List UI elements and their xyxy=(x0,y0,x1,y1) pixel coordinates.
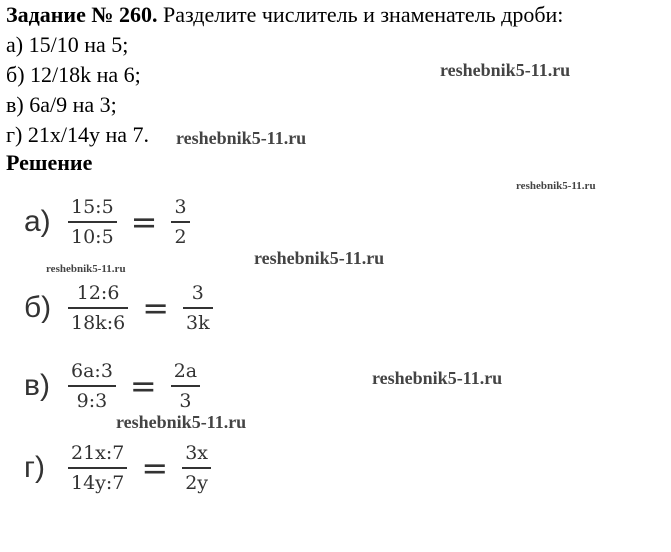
row-letter: в) xyxy=(24,369,50,402)
fraction-original xyxy=(68,282,128,334)
numerator: 3x xyxy=(185,442,209,464)
denominator: 14y:7 xyxy=(71,472,125,494)
numerator: 3 xyxy=(174,196,187,218)
numerator: 15:5 xyxy=(71,196,114,218)
row-letter: г) xyxy=(24,451,45,484)
equals-sign: = xyxy=(130,203,158,241)
solution-row-a xyxy=(24,196,190,248)
task-item-c: в) 6a/9 на 3; xyxy=(6,92,117,117)
solution-row-b xyxy=(24,282,213,334)
equals-sign: = xyxy=(142,289,169,327)
watermark: reshebnik5-11.ru xyxy=(46,263,126,275)
task-item-a: а) 15/10 на 5; xyxy=(6,32,129,57)
watermark: reshebnik5-11.ru xyxy=(254,248,385,268)
fraction-result xyxy=(171,196,189,248)
watermark: reshebnik5-11.ru xyxy=(176,128,307,148)
task-item-d: г) 21x/14y на 7. xyxy=(6,122,149,147)
denominator: 2 xyxy=(174,226,187,248)
row-letter: б) xyxy=(24,291,52,324)
watermark: reshebnik5-11.ru xyxy=(516,180,596,192)
numerator: 6a:3 xyxy=(71,360,113,382)
equals-sign: = xyxy=(129,367,157,405)
row-letter: а) xyxy=(24,205,51,238)
denominator: 3k xyxy=(186,312,210,334)
denominator: 18k:6 xyxy=(71,312,126,334)
watermark: reshebnik5-11.ru xyxy=(440,60,571,80)
watermark: reshebnik5-11.ru xyxy=(116,412,247,432)
task-number: Задание № 260. xyxy=(6,2,158,27)
numerator: 2a xyxy=(173,360,198,382)
fraction-result xyxy=(183,282,213,334)
solution-row-d xyxy=(24,442,211,494)
fraction-result xyxy=(182,442,211,494)
denominator: 2y xyxy=(185,472,209,494)
fraction-original xyxy=(68,442,127,494)
task-title xyxy=(6,2,563,28)
fraction-result xyxy=(171,360,200,412)
numerator: 21x:7 xyxy=(71,442,125,464)
numerator: 12:6 xyxy=(76,282,120,304)
solution-heading: Решение xyxy=(6,150,93,175)
fraction-original xyxy=(68,360,116,412)
fraction-original xyxy=(68,196,117,248)
watermark: reshebnik5-11.ru xyxy=(372,368,503,388)
denominator: 3 xyxy=(179,390,192,412)
denominator: 10:5 xyxy=(71,226,114,248)
denominator: 9:3 xyxy=(76,390,108,412)
task-item-b: б) 12/18k на 6; xyxy=(6,62,141,87)
numerator: 3 xyxy=(191,282,204,304)
equals-sign: = xyxy=(141,449,169,487)
task-statement: Разделите числитель и знаменатель дроби: xyxy=(157,2,564,27)
solution-row-c xyxy=(24,360,200,412)
